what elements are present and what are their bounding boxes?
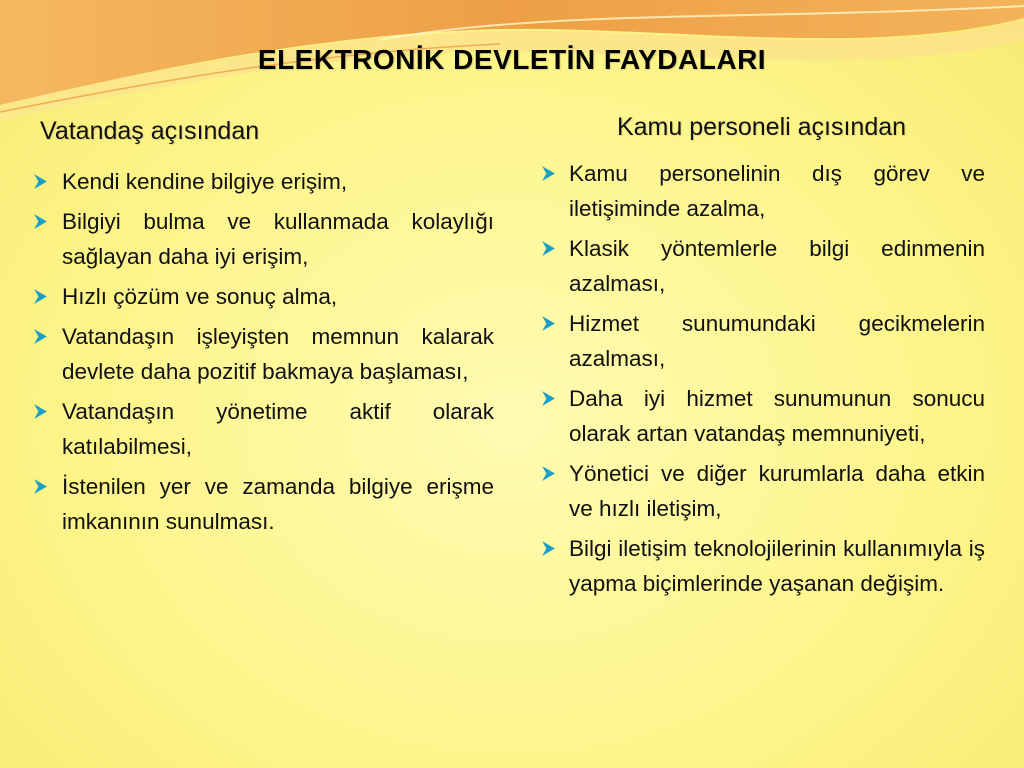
list-item: Vatandaşın işleyişten memnun kalarak devlete daha pozitif bakmaya başlaması,	[30, 319, 494, 389]
citizen-benefits-list	[30, 164, 494, 539]
arrow-bullet-icon	[32, 328, 49, 345]
list-item: Kamu personelinin dış görev ve iletişiminde azalma,	[538, 156, 985, 226]
list-item: Vatandaşın yönetime aktif olarak katılabilmesi,	[30, 394, 494, 464]
arrow-bullet-icon	[540, 165, 557, 182]
citizen-heading: Vatandaş açısından	[40, 117, 260, 145]
arrow-bullet-icon	[540, 240, 557, 257]
arrow-bullet-icon	[32, 403, 49, 420]
list-item: Bilgi iletişim teknolojilerinin kullanımıyla iş yapma biçimlerinde yaşanan değişim.	[538, 531, 985, 601]
list-item: Yönetici ve diğer kurumlarla daha etkin ve hızlı iletişim,	[538, 456, 985, 526]
arrow-bullet-icon	[32, 288, 49, 305]
arrow-bullet-icon	[32, 173, 49, 190]
staff-heading: Kamu personeli açısından	[616, 113, 907, 141]
arrow-bullet-icon	[32, 478, 49, 495]
list-item: Kendi kendine bilgiye erişim,	[30, 164, 494, 199]
list-item: Hızlı çözüm ve sonuç alma,	[30, 279, 494, 314]
arrow-bullet-icon	[32, 213, 49, 230]
list-item: Klasik yöntemlerle bilgi edinmenin azalması,	[538, 231, 985, 301]
list-item: Daha iyi hizmet sunumunun sonucu olarak artan vatandaş memnuniyeti,	[538, 381, 985, 451]
staff-column	[538, 108, 985, 606]
list-item: İstenilen yer ve zamanda bilgiye erişme imkanının sunulması.	[30, 469, 494, 539]
arrow-bullet-icon	[540, 315, 557, 332]
slide-title: ELEKTRONİK DEVLETİN FAYDALARI	[257, 44, 767, 75]
arrow-bullet-icon	[540, 540, 557, 557]
citizen-column	[30, 112, 494, 544]
list-item: Hizmet sunumundaki gecikmelerin azalması,	[538, 306, 985, 376]
arrow-bullet-icon	[540, 465, 557, 482]
arrow-bullet-icon	[540, 390, 557, 407]
list-item: Bilgiyi bulma ve kullanmada kolaylığı sağlayan daha iyi erişim,	[30, 204, 494, 274]
staff-benefits-list	[538, 156, 985, 601]
